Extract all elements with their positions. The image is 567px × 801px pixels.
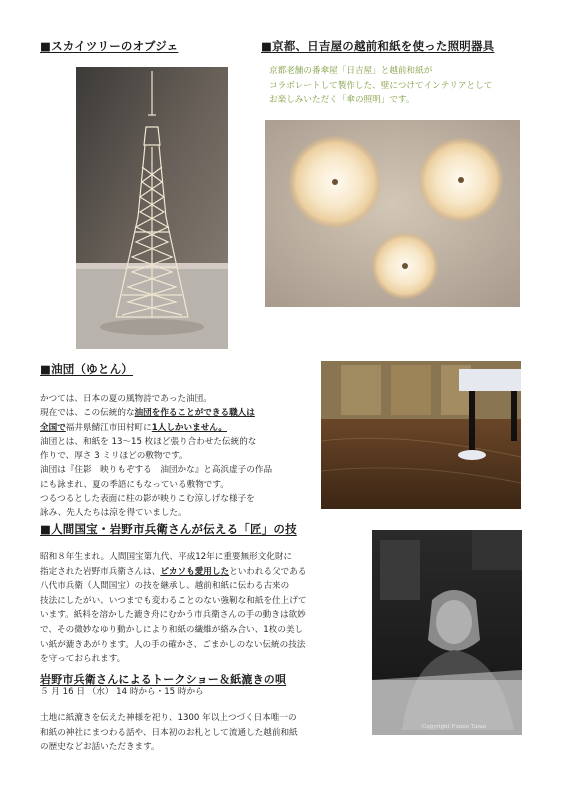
- takumi-emphasis: ピカソも愛用した: [160, 566, 230, 577]
- takumi-line: を守っておられます。: [40, 654, 126, 665]
- talkshow-line: 土地に紙漉きを伝えた神様を祀り、1300 年以上つづく日本唯一の: [40, 713, 297, 723]
- craftsman-portrait-photo: [372, 530, 522, 735]
- umbrella-lights-photo: [265, 120, 520, 307]
- takumi-line-text: 指定された岩野市兵衛さんは、: [40, 566, 161, 577]
- lighting-heading: ■京都、日吉屋の越前和紙を使った照明器具: [261, 39, 495, 53]
- yuton-emphasis: 油団を作ることができる職人は: [134, 408, 255, 419]
- talkshow-heading: 岩野市兵衛さんによるトークショー＆紙漉きの唄: [40, 673, 287, 686]
- yuton-line: [40, 421, 272, 435]
- talkshow-line: の歴史などお話いただきます。: [40, 742, 160, 752]
- yuton-emphasis: 全国で: [40, 422, 66, 433]
- yuton-line: つるつるとした表面に柱の影が映りこむ涼しげな様子を: [40, 494, 255, 505]
- yuton-line: かつては、日本の夏の風物詩であった油団。: [40, 394, 212, 404]
- talkshow-date: ５ 月 16 日 （水） 14 時から・15 時から: [40, 687, 204, 697]
- yuton-line: 詠み、先人たちは涼を得ていました。: [40, 508, 187, 519]
- yuton-line: にも詠まれ、夏の季語にもなっている敷物です。: [40, 479, 229, 490]
- takumi-line: で、その微妙なゆり動かしにより和紙の繊維が絡み合い、1枚の美し: [40, 624, 304, 635]
- takumi-line-text: といわれる父である: [229, 566, 307, 577]
- yuton-emphasis: 1人しかいません。: [151, 422, 227, 433]
- takumi-line: 八代市兵衛（人間国宝）の技を継承し、越前和紙に伝わる古来の: [40, 581, 290, 592]
- yuton-floor-photo: [321, 361, 521, 509]
- lighting-description-line: 京都老舗の番傘屋「日吉屋」と越前和紙が: [269, 66, 433, 76]
- skytree-heading: ■スカイツリーのオブジェ: [40, 39, 179, 53]
- talkshow-line: 和紙の神社にまつわる話や、日本初のお札として流通した越前和紙: [40, 727, 298, 738]
- yuton-heading: ■油団（ゆとん）: [40, 362, 133, 376]
- yuton-body: [40, 392, 272, 521]
- photo-credit: Copyright Fumio Tanai: [422, 724, 487, 730]
- lighting-description-line: コラボレートして製作した、壁につけてインテリアとして: [269, 80, 493, 91]
- takumi-line: [40, 565, 306, 580]
- skytree-object-photo: [76, 67, 228, 349]
- takumi-heading: ■人間国宝・岩野市兵衛さんが伝える「匠」の技: [40, 522, 297, 536]
- lighting-description-line: お楽しみいただく「傘の照明」です。: [269, 95, 415, 105]
- yuton-line: 油団は『住影 映りもぞする 油団かな』と高浜虚子の作品: [40, 465, 273, 476]
- yuton-line-text: 現在では、この伝統的な: [40, 408, 135, 419]
- takumi-line: い紙が漉きあがります。人の手の確かさ、ごまかしのない伝統の技法: [40, 639, 306, 650]
- yuton-line: [40, 406, 272, 420]
- yuton-line-text: 福井県鯖江市田村町に: [65, 422, 152, 433]
- yuton-line: 作りで、厚さ 3 ミリほどの敷物です。: [40, 451, 188, 462]
- lighting-description: [269, 64, 492, 108]
- takumi-line: 技法にしたがい、いつまでも変わることのない強靭な和紙を仕上げて: [40, 595, 307, 606]
- takumi-line: います。紙料を溶かした漉き舟にむかう市兵衛さんの手の動きは欲妙: [40, 610, 306, 621]
- yuton-line: 油団とは、和紙を 13～15 枚ほど張り合わせた伝統的な: [40, 436, 257, 447]
- takumi-line: 昭和８年生まれ。人間国宝第九代、平成12年に重要無形文化財に: [40, 552, 293, 562]
- talkshow-body: [40, 711, 298, 755]
- takumi-body: [40, 550, 306, 667]
